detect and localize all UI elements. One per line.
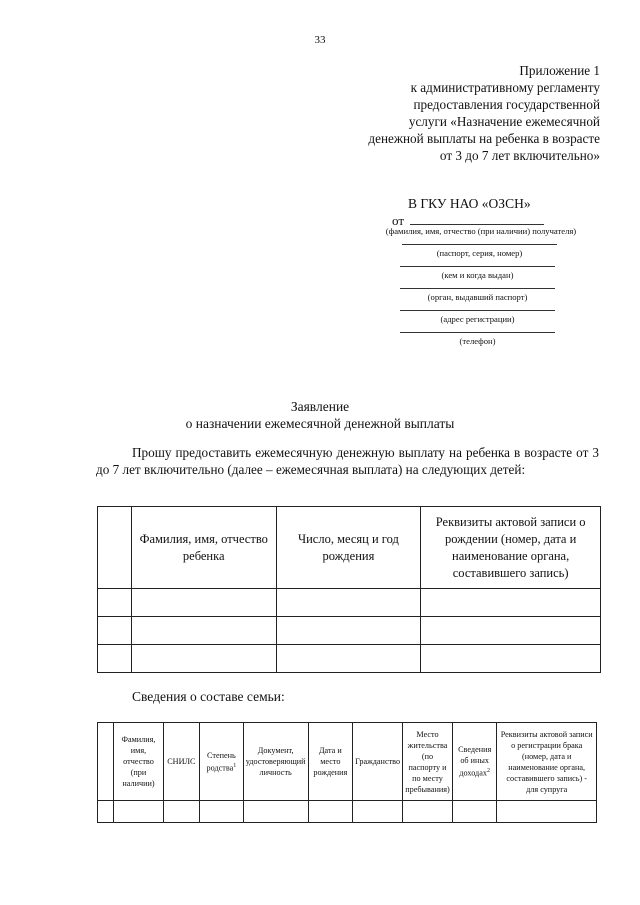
- header-cell-citizenship: Гражданство: [353, 723, 403, 801]
- table-header-row: [98, 723, 597, 801]
- header-cell-relation: [200, 723, 244, 801]
- field-caption-address: (адрес регистрации): [440, 314, 515, 324]
- request-paragraph: [96, 444, 599, 478]
- appendix-line: от 3 до 7 лет включительно»: [439, 148, 600, 163]
- header-cell-relation-label: Степень родства: [206, 750, 236, 773]
- table-row: [98, 801, 597, 823]
- table-cell[interactable]: [276, 589, 421, 617]
- table-row: [98, 617, 601, 645]
- header-cell-birth-date: Число, месяц и год рождения: [276, 507, 421, 589]
- header-cell-marriage-record: Реквизиты актовой записи о регистрации брака (номер, дата и наименование органа, составившего запись) - для супруга: [497, 723, 597, 801]
- table-cell[interactable]: [308, 801, 353, 823]
- header-cell-birth-date-place: Дата и место рождения: [308, 723, 353, 801]
- title-line-1: Заявление: [290, 399, 350, 414]
- appendix-line: к административному регламенту: [410, 80, 600, 95]
- header-cell-other-income: [452, 723, 496, 801]
- field-caption-name: (фамилия, имя, отчество (при наличии) получателя): [385, 226, 577, 236]
- request-text: Прошу предоставить ежемесячную денежную выплату на ребенка в возрасте от 3 до 7 лет включительно (далее – ежемесячная выплата) на следующих детей:: [96, 445, 599, 477]
- table-cell[interactable]: [114, 801, 163, 823]
- from-input-line[interactable]: [410, 214, 544, 225]
- header-cell-other-income-label: Сведения об иных доходах: [458, 745, 492, 778]
- header-cell-full-name: Фамилия, имя, отчество (при наличии): [114, 723, 163, 801]
- family-table: [97, 722, 597, 823]
- table-cell[interactable]: [131, 589, 276, 617]
- from-label: от: [392, 213, 405, 228]
- table-cell[interactable]: [98, 801, 114, 823]
- header-cell-snils: СНИЛС: [163, 723, 199, 801]
- table-cell[interactable]: [497, 801, 597, 823]
- table-cell[interactable]: [98, 645, 132, 673]
- children-table: [97, 506, 601, 673]
- addressee-to: В ГКУ НАО «ОЗСН»: [408, 196, 531, 211]
- field-caption-issued: (кем и когда выдан): [441, 270, 514, 280]
- table-cell[interactable]: [98, 617, 132, 645]
- phone-line[interactable]: [400, 332, 555, 333]
- footnote-marker: 2: [486, 768, 490, 775]
- table-cell[interactable]: [276, 617, 421, 645]
- issued-line[interactable]: [400, 266, 555, 267]
- table-cell[interactable]: [452, 801, 496, 823]
- header-cell-birth-record: Реквизиты актовой записи о рождении (номер, дата и наименование органа, составившего запись): [421, 507, 601, 589]
- table-cell[interactable]: [421, 617, 601, 645]
- field-caption-passport: (паспорт, серия, номер): [436, 248, 523, 258]
- appendix-line: услуги «Назначение ежемесячной: [408, 114, 600, 129]
- table-cell[interactable]: [353, 801, 403, 823]
- field-caption-authority: (орган, выдавший паспорт): [427, 292, 528, 302]
- table-cell[interactable]: [403, 801, 453, 823]
- header-cell-child-name: Фамилия, имя, отчество ребенка: [131, 507, 276, 589]
- header-cell-index: [98, 507, 132, 589]
- table-cell[interactable]: [276, 645, 421, 673]
- table-row: [98, 589, 601, 617]
- table-cell[interactable]: [131, 645, 276, 673]
- footnote-marker: 1: [233, 762, 237, 769]
- header-cell-residence: Место жительства (по паспорту и по месту пребывания): [403, 723, 453, 801]
- table-cell[interactable]: [421, 645, 601, 673]
- table-cell[interactable]: [200, 801, 244, 823]
- page-number: 33: [314, 34, 326, 46]
- appendix-header: [330, 62, 600, 164]
- table-header-row: [98, 507, 601, 589]
- table-row: [98, 645, 601, 673]
- authority-line[interactable]: [400, 288, 555, 289]
- family-section-title: Сведения о составе семьи:: [132, 689, 285, 704]
- address-line[interactable]: [400, 310, 555, 311]
- table-cell[interactable]: [421, 589, 601, 617]
- header-cell-index: [98, 723, 114, 801]
- table-cell[interactable]: [131, 617, 276, 645]
- passport-line[interactable]: [402, 244, 557, 245]
- appendix-line: предоставления государственной: [413, 97, 600, 112]
- title-line-2: о назначении ежемесячной денежной выплаты: [185, 416, 455, 431]
- appendix-line: Приложение 1: [519, 63, 600, 78]
- appendix-line: денежной выплаты на ребенка в возрасте: [368, 131, 600, 146]
- field-caption-phone: (телефон): [459, 336, 496, 346]
- table-cell[interactable]: [163, 801, 199, 823]
- table-cell[interactable]: [243, 801, 308, 823]
- table-cell[interactable]: [98, 589, 132, 617]
- document-title: [0, 398, 640, 432]
- header-cell-identity-document: Документ, удостоверяющий личность: [243, 723, 308, 801]
